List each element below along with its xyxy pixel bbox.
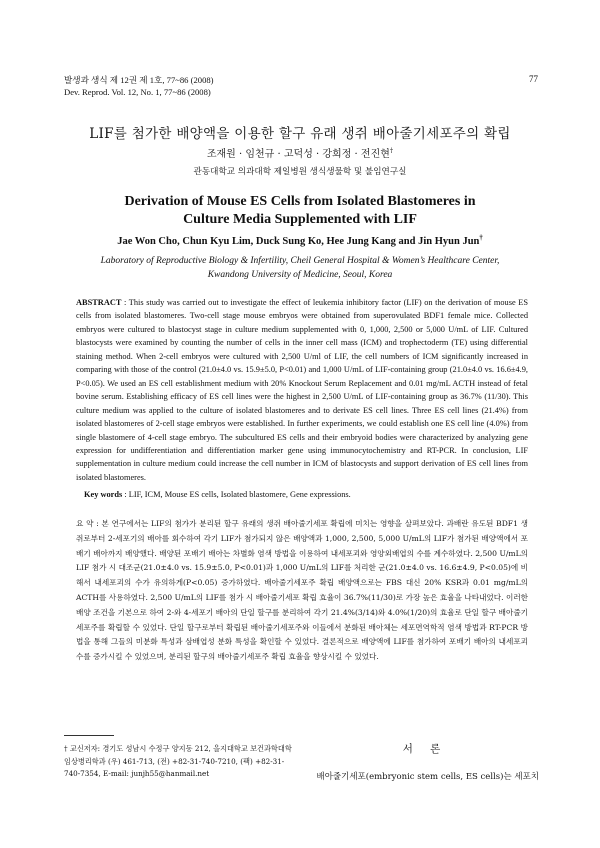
- corresponding-mark: †: [389, 146, 394, 155]
- english-author-names: Jae Won Cho, Chun Kyu Lim, Duck Sung Ko, Hee Jung Kang and Jin Hyun Jun: [117, 236, 480, 247]
- english-title-line1: Derivation of Mouse ES Cells from Isolated Blastomeres in: [124, 194, 476, 209]
- corresponding-mark-en: †: [479, 234, 483, 242]
- introduction-heading: 서 론: [402, 743, 448, 755]
- english-affiliation-line1: Laboratory of Reproductive Biology & Infertility, Cheil General Hospital & Women’s Healthcare Center,: [100, 256, 500, 266]
- korean-authors: [0, 145, 600, 160]
- introduction-text: 배아줄기세포(embryonic stem cells, ES cells)는 세포치: [316, 772, 539, 782]
- english-authors: [0, 236, 600, 247]
- footnote-divider: [64, 735, 114, 736]
- english-affiliation: [0, 255, 600, 282]
- keywords-text: : LIF, ICM, Mouse ES cells, Isolated blastomere, Gene expressions.: [122, 490, 351, 499]
- keywords-label: Key words: [84, 490, 123, 499]
- english-affiliation-line2: Kwandong University of Medicine, Seoul, Korea: [207, 269, 393, 280]
- abstract-text: : This study was carried out to investigate the effect of leukemia inhibitory factor (LIF) on the derivation of mouse ES cells from isolated blastomeres. Two-cell stage mouse embryos were obtained from superovulated BDF1 female mice. Collected embryos were cultured to blastocyst stage in culture medium supplemented with 0, 1,000, 2,500 or 5,000 U/mL of LIF. Cultured blastocysts were examined by counting the number of cells in the inner cell mass (ICM) and trophectoderm (TE) using differential staining method. When 2-cell embryos were cultured with 2,500 U/ml of LIF, the cell numbers of ICM significantly increased in comparing with those of the control (21.0±4.0 vs. 15.9±5.0, P<0.01) and 1,000 U/mL of LIF-containing group (21.0±4.0 vs. 16.6±4.9, P<0.05). We used an ES cell establishment medium with 20% Knockout Serum Replacement and 0.01 mg/mL ACTH instead of fetal bovine serum. Establishing efficacy of ES cell lines were the highest in 2,500 U/mL of LIF-containing group as 36.7% (11/30). This culture medium was applied to the culture of isolated blastomeres and to derivate ES cell lines. Three ES cell lines (21.4%) from isolated blastomeres of 2-cell stage embryos were established. In further experiments, we could establish one ES cell line (4.0%) from single blastomere of 4-cell stage embryo. The subcultured ES cells and their embryoid bodies were characterized by analyzing gene expression for undifferentiation and differentiation marker gene using immunocytochemistry and RT-PCR. In conclusion, LIF supplementation in culture medium could increase the cell number in ICM of blastocysts and support derivation of ES cell lines from isolated blastomeres.: [76, 298, 528, 482]
- korean-abstract: 요 약 : 본 연구에서는 LIF의 첨가가 분리된 할구 유래의 생쥐 배아줄기세포 확립에 미치는 영향을 살펴보았다. 과배란 유도된 BDF1 생쥐로부터 2-세포기의 배아를 회수하여 각기 LIF가 첨가되지 않은 배양액과 1,000, 2,500, 5,000 U/mL의 LIF가 첨가된 배양액에서 포배기 배아까지 배양했다. 배양된 포배기 배아는 차별화 염색 방법을 이용하여 내세포괴와 영양외배엽의 수를 계수하였다. 2,500 U/mL의 LIF 첨가 시 대조군(21.0±4.0 vs. 15.9±5.0, P<0.01)과 1,000 U/mL의 LIF를 처리한 군(21.0±4.0 vs. 16.6±4.9, P<0.05)에 비해서 내세포괴의 수가 유의하게(P<0.05) 증가하였다. 배아줄기세포주 확립 배양액으로는 FBS 대신 20% KSR과 0.01 mg/mL의 ACTH를 사용하였다. 2,500 U/mL의 LIF를 첨가 시 배아줄기세포 확립 효율이 36.7%(11/30)로 가장 높은 효율을 나타내었다. 이러한 배양 조건을 기본으로 하여 2-와 4-세포기 배아의 단일 할구를 분리하여 각기 21.4%(3/14)와 4.0%(1/20)의 효율로 단일 할구 배아줄기세포주를 확립할 수 있었다. 단일 할구로부터 확립된 배아줄기세포주와 이들에서 분화된 배아체는 세포면역학적 염색 방법과 RT-PCR 방법을 통해 그들의 미분화 특성과 삼배엽성 분화 특성을 확인할 수 있었다. 결론적으로 배양액에 LIF를 첨가하여 포배기 배아의 내세포괴 수를 증가시킬 수 있었으며, 분리된 할구의 배아줄기세포주 확립 효율을 향상시킬 수 있었다.: [76, 519, 528, 662]
- corresponding-author-footnote: † 교신저자: 경기도 성남시 수정구 양지동 212, 을지대학교 보건과학대학 임상병리학과 (우) 461-713, (전) +82-31-740-7210, (팩) +82-31-740-7354, E-mail: junjh55@hanmail.net: [64, 744, 292, 778]
- english-citation: Dev. Reprod. Vol. 12, No. 1, 77~86 (2008): [64, 87, 211, 97]
- korean-author-names: 조재원 · 임천규 · 고덕성 · 강희정 · 전진현: [206, 149, 390, 160]
- korean-title: LIF를 첨가한 배양액을 이용한 할구 유래 생쥐 배아줄기세포주의 확립: [89, 126, 511, 142]
- abstract: [76, 296, 528, 484]
- korean-affiliation: 관동대학교 의과대학 제일병원 생식생물학 및 불임연구실: [193, 167, 407, 177]
- english-title: [0, 193, 600, 229]
- journal-citation: [64, 74, 214, 98]
- abstract-label: ABSTRACT: [76, 298, 122, 307]
- page-number: 77: [529, 74, 538, 84]
- english-title-line2: Culture Media Supplemented with LIF: [183, 212, 417, 227]
- keywords: [84, 490, 528, 499]
- korean-citation: 발생과 생식 제 12권 제 1호, 77~86 (2008): [64, 75, 214, 85]
